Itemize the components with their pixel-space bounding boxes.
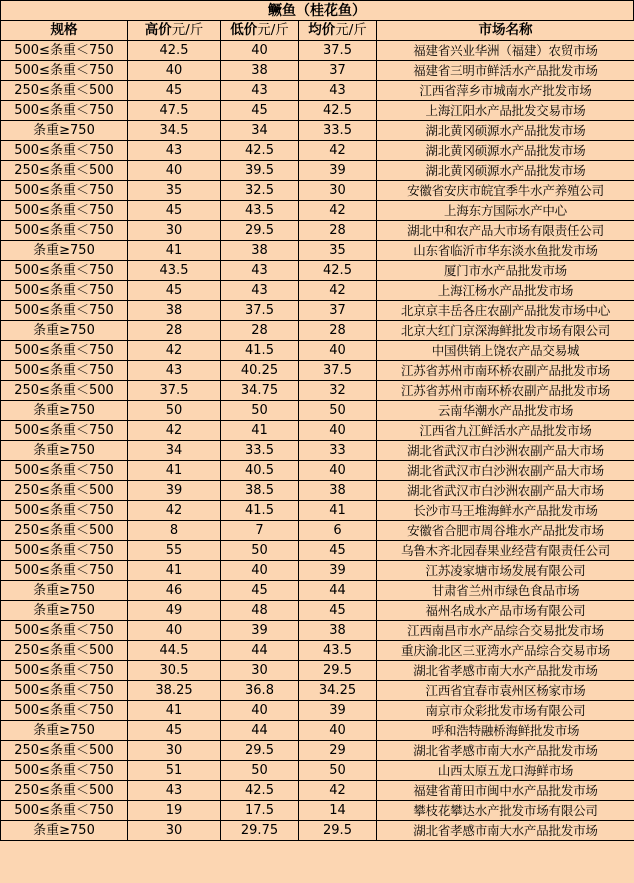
cell-market-name: 江西南昌市水产品综合交易批发市场 bbox=[377, 621, 634, 641]
table-row bbox=[1, 821, 634, 841]
cell-low-price: 39 bbox=[221, 621, 299, 641]
cell-market-name: 南京市众彩批发市场有限公司 bbox=[377, 701, 634, 721]
cell-market-name: 福建省莆田市闽中水产品批发市场 bbox=[377, 781, 634, 801]
table-title: 鳜鱼（桂花鱼） bbox=[0, 0, 634, 20]
cell-high-price: 30 bbox=[128, 821, 221, 841]
cell-spec: 500≤条重＜750 bbox=[1, 461, 128, 481]
cell-market-name: 湖北省武汉市白沙洲农副产品大市场 bbox=[377, 441, 634, 461]
cell-low-price: 29.75 bbox=[221, 821, 299, 841]
table-row bbox=[1, 101, 634, 121]
cell-low-price: 45 bbox=[221, 581, 299, 601]
cell-spec: 条重≥750 bbox=[1, 601, 128, 621]
cell-spec: 250≤条重＜500 bbox=[1, 81, 128, 101]
cell-low-price: 40 bbox=[221, 701, 299, 721]
table-row bbox=[1, 61, 634, 81]
cell-high-price: 42 bbox=[128, 421, 221, 441]
cell-low-price: 41.5 bbox=[221, 341, 299, 361]
table-row bbox=[1, 521, 634, 541]
header-high-unit: 元/斤 bbox=[171, 22, 204, 38]
cell-spec: 500≤条重＜750 bbox=[1, 801, 128, 821]
cell-spec: 条重≥750 bbox=[1, 821, 128, 841]
cell-low-price: 48 bbox=[221, 601, 299, 621]
cell-avg-price: 39 bbox=[299, 161, 377, 181]
cell-avg-price: 42 bbox=[299, 201, 377, 221]
header-avg-label: 均价 bbox=[308, 22, 336, 38]
table-row bbox=[1, 241, 634, 261]
cell-low-price: 37.5 bbox=[221, 301, 299, 321]
header-row bbox=[1, 21, 634, 41]
cell-high-price: 45 bbox=[128, 281, 221, 301]
cell-market-name: 上海江阳水产品批发交易市场 bbox=[377, 101, 634, 121]
cell-avg-price: 50 bbox=[299, 401, 377, 421]
cell-market-name: 攀枝花攀达水产批发市场有限公司 bbox=[377, 801, 634, 821]
cell-avg-price: 35 bbox=[299, 241, 377, 261]
cell-high-price: 40 bbox=[128, 161, 221, 181]
cell-low-price: 50 bbox=[221, 541, 299, 561]
cell-spec: 条重≥750 bbox=[1, 581, 128, 601]
table-row bbox=[1, 501, 634, 521]
cell-avg-price: 43.5 bbox=[299, 641, 377, 661]
cell-avg-price: 29 bbox=[299, 741, 377, 761]
cell-high-price: 8 bbox=[128, 521, 221, 541]
table-row bbox=[1, 341, 634, 361]
table-row bbox=[1, 701, 634, 721]
cell-high-price: 42 bbox=[128, 341, 221, 361]
cell-low-price: 33.5 bbox=[221, 441, 299, 461]
cell-market-name: 江西省九江鲜活水产品批发市场 bbox=[377, 421, 634, 441]
cell-avg-price: 37 bbox=[299, 301, 377, 321]
cell-low-price: 43 bbox=[221, 281, 299, 301]
cell-spec: 500≤条重＜750 bbox=[1, 421, 128, 441]
cell-market-name: 湖北黄冈硕源水产品批发市场 bbox=[377, 141, 634, 161]
table-row bbox=[1, 481, 634, 501]
table-row bbox=[1, 461, 634, 481]
cell-spec: 500≤条重＜750 bbox=[1, 221, 128, 241]
table-row bbox=[1, 381, 634, 401]
cell-spec: 250≤条重＜500 bbox=[1, 741, 128, 761]
cell-market-name: 江苏省苏州市南环桥农副产品批发市场 bbox=[377, 361, 634, 381]
cell-spec: 500≤条重＜750 bbox=[1, 301, 128, 321]
cell-low-price: 40.25 bbox=[221, 361, 299, 381]
cell-avg-price: 40 bbox=[299, 461, 377, 481]
header-low-unit: 元/斤 bbox=[257, 22, 289, 38]
cell-low-price: 38 bbox=[221, 61, 299, 81]
table-row bbox=[1, 581, 634, 601]
cell-low-price: 30 bbox=[221, 661, 299, 681]
cell-avg-price: 42 bbox=[299, 781, 377, 801]
table-row bbox=[1, 201, 634, 221]
cell-low-price: 36.8 bbox=[221, 681, 299, 701]
cell-low-price: 44 bbox=[221, 721, 299, 741]
cell-high-price: 47.5 bbox=[128, 101, 221, 121]
cell-market-name: 安徽省合肥市周谷堆水产品批发市场 bbox=[377, 521, 634, 541]
cell-avg-price: 37.5 bbox=[299, 41, 377, 61]
cell-spec: 500≤条重＜750 bbox=[1, 201, 128, 221]
cell-low-price: 41 bbox=[221, 421, 299, 441]
cell-high-price: 51 bbox=[128, 761, 221, 781]
header-low-label: 低价 bbox=[230, 22, 258, 38]
cell-high-price: 30 bbox=[128, 221, 221, 241]
cell-low-price: 7 bbox=[221, 521, 299, 541]
cell-market-name: 福州名成水产品市场有限公司 bbox=[377, 601, 634, 621]
cell-market-name: 甘肃省兰州市绿色食品市场 bbox=[377, 581, 634, 601]
table-row bbox=[1, 321, 634, 341]
cell-spec: 500≤条重＜750 bbox=[1, 561, 128, 581]
cell-high-price: 43 bbox=[128, 781, 221, 801]
cell-low-price: 38.5 bbox=[221, 481, 299, 501]
table-row bbox=[1, 361, 634, 381]
cell-market-name: 福建省三明市鲜活水产品批发市场 bbox=[377, 61, 634, 81]
cell-low-price: 43 bbox=[221, 81, 299, 101]
cell-high-price: 41 bbox=[128, 241, 221, 261]
table-row bbox=[1, 621, 634, 641]
cell-avg-price: 33.5 bbox=[299, 121, 377, 141]
cell-high-price: 49 bbox=[128, 601, 221, 621]
cell-low-price: 41.5 bbox=[221, 501, 299, 521]
table-row bbox=[1, 81, 634, 101]
cell-spec: 条重≥750 bbox=[1, 401, 128, 421]
table-row bbox=[1, 401, 634, 421]
cell-avg-price: 32 bbox=[299, 381, 377, 401]
cell-avg-price: 28 bbox=[299, 321, 377, 341]
cell-avg-price: 44 bbox=[299, 581, 377, 601]
cell-spec: 500≤条重＜750 bbox=[1, 541, 128, 561]
cell-high-price: 42 bbox=[128, 501, 221, 521]
cell-high-price: 41 bbox=[128, 701, 221, 721]
header-spec: 规格 bbox=[1, 21, 128, 41]
cell-market-name: 呼和浩特融桥海鲜批发市场 bbox=[377, 721, 634, 741]
cell-market-name: 乌鲁木齐北园春果业经营有限责任公司 bbox=[377, 541, 634, 561]
cell-high-price: 42.5 bbox=[128, 41, 221, 61]
header-high bbox=[128, 21, 221, 41]
cell-spec: 条重≥750 bbox=[1, 441, 128, 461]
cell-high-price: 19 bbox=[128, 801, 221, 821]
table-row bbox=[1, 261, 634, 281]
cell-market-name: 中国供销上饶农产品交易城 bbox=[377, 341, 634, 361]
cell-low-price: 42.5 bbox=[221, 781, 299, 801]
cell-spec: 500≤条重＜750 bbox=[1, 761, 128, 781]
cell-high-price: 43.5 bbox=[128, 261, 221, 281]
cell-high-price: 28 bbox=[128, 321, 221, 341]
cell-high-price: 45 bbox=[128, 721, 221, 741]
cell-market-name: 北京京丰岳各庄农副产品批发市场中心 bbox=[377, 301, 634, 321]
cell-avg-price: 40 bbox=[299, 421, 377, 441]
cell-low-price: 50 bbox=[221, 761, 299, 781]
cell-high-price: 41 bbox=[128, 561, 221, 581]
cell-avg-price: 33 bbox=[299, 441, 377, 461]
header-market: 市场名称 bbox=[377, 21, 634, 41]
cell-high-price: 38 bbox=[128, 301, 221, 321]
cell-market-name: 湖北省孝感市南大水产品批发市场 bbox=[377, 661, 634, 681]
cell-market-name: 湖北省孝感市南大水产品批发市场 bbox=[377, 741, 634, 761]
cell-avg-price: 38 bbox=[299, 621, 377, 641]
table-row bbox=[1, 561, 634, 581]
cell-market-name: 厦门市水产品批发市场 bbox=[377, 261, 634, 281]
table-row bbox=[1, 801, 634, 821]
table-row bbox=[1, 181, 634, 201]
cell-low-price: 38 bbox=[221, 241, 299, 261]
cell-spec: 500≤条重＜750 bbox=[1, 141, 128, 161]
cell-avg-price: 40 bbox=[299, 721, 377, 741]
cell-spec: 250≤条重＜500 bbox=[1, 521, 128, 541]
cell-avg-price: 42 bbox=[299, 141, 377, 161]
table-row bbox=[1, 681, 634, 701]
cell-high-price: 40 bbox=[128, 621, 221, 641]
cell-spec: 500≤条重＜750 bbox=[1, 501, 128, 521]
cell-avg-price: 43 bbox=[299, 81, 377, 101]
cell-high-price: 30.5 bbox=[128, 661, 221, 681]
cell-low-price: 29.5 bbox=[221, 221, 299, 241]
cell-market-name: 北京大红门京深海鲜批发市场有限公司 bbox=[377, 321, 634, 341]
cell-market-name: 安徽省安庆市皖宜季牛水产养殖公司 bbox=[377, 181, 634, 201]
cell-avg-price: 42 bbox=[299, 281, 377, 301]
cell-avg-price: 37 bbox=[299, 61, 377, 81]
cell-spec: 500≤条重＜750 bbox=[1, 701, 128, 721]
cell-spec: 条重≥750 bbox=[1, 321, 128, 341]
cell-low-price: 28 bbox=[221, 321, 299, 341]
cell-spec: 500≤条重＜750 bbox=[1, 261, 128, 281]
cell-market-name: 上海东方国际水产中心 bbox=[377, 201, 634, 221]
table-row bbox=[1, 141, 634, 161]
cell-market-name: 山西太原五龙口海鲜市场 bbox=[377, 761, 634, 781]
table-row bbox=[1, 221, 634, 241]
table-row bbox=[1, 761, 634, 781]
header-high-label: 高价 bbox=[144, 22, 172, 38]
cell-avg-price: 39 bbox=[299, 561, 377, 581]
cell-market-name: 江西省萍乡市城南水产批发市场 bbox=[377, 81, 634, 101]
cell-spec: 500≤条重＜750 bbox=[1, 61, 128, 81]
cell-avg-price: 42.5 bbox=[299, 101, 377, 121]
cell-market-name: 云南华潮水产品批发市场 bbox=[377, 401, 634, 421]
cell-avg-price: 45 bbox=[299, 601, 377, 621]
cell-market-name: 长沙市马王堆海鲜水产品批发市场 bbox=[377, 501, 634, 521]
cell-low-price: 43.5 bbox=[221, 201, 299, 221]
cell-avg-price: 14 bbox=[299, 801, 377, 821]
cell-high-price: 46 bbox=[128, 581, 221, 601]
cell-high-price: 44.5 bbox=[128, 641, 221, 661]
cell-low-price: 17.5 bbox=[221, 801, 299, 821]
cell-high-price: 45 bbox=[128, 81, 221, 101]
cell-spec: 条重≥750 bbox=[1, 721, 128, 741]
cell-avg-price: 28 bbox=[299, 221, 377, 241]
cell-market-name: 湖北中和农产品大市场有限责任公司 bbox=[377, 221, 634, 241]
cell-market-name: 湖北黄冈硕源水产品批发市场 bbox=[377, 161, 634, 181]
cell-market-name: 湖北省武汉市白沙洲农副产品大市场 bbox=[377, 481, 634, 501]
cell-spec: 250≤条重＜500 bbox=[1, 481, 128, 501]
cell-low-price: 39.5 bbox=[221, 161, 299, 181]
cell-spec: 500≤条重＜750 bbox=[1, 101, 128, 121]
cell-avg-price: 40 bbox=[299, 341, 377, 361]
cell-market-name: 湖北黄冈硕源水产品批发市场 bbox=[377, 121, 634, 141]
cell-market-name: 湖北省孝感市南大水产品批发市场 bbox=[377, 821, 634, 841]
cell-high-price: 39 bbox=[128, 481, 221, 501]
cell-spec: 500≤条重＜750 bbox=[1, 41, 128, 61]
cell-spec: 500≤条重＜750 bbox=[1, 661, 128, 681]
cell-spec: 250≤条重＜500 bbox=[1, 381, 128, 401]
table-row bbox=[1, 781, 634, 801]
cell-avg-price: 29.5 bbox=[299, 821, 377, 841]
table-row bbox=[1, 741, 634, 761]
cell-spec: 500≤条重＜750 bbox=[1, 621, 128, 641]
table-row bbox=[1, 161, 634, 181]
table-row bbox=[1, 421, 634, 441]
cell-market-name: 重庆渝北区三亚湾水产品综合交易市场 bbox=[377, 641, 634, 661]
cell-avg-price: 34.25 bbox=[299, 681, 377, 701]
cell-market-name: 福建省兴业华洲（福建）农贸市场 bbox=[377, 41, 634, 61]
cell-low-price: 34 bbox=[221, 121, 299, 141]
cell-spec: 条重≥750 bbox=[1, 121, 128, 141]
cell-spec: 250≤条重＜500 bbox=[1, 781, 128, 801]
cell-high-price: 37.5 bbox=[128, 381, 221, 401]
cell-low-price: 29.5 bbox=[221, 741, 299, 761]
cell-spec: 250≤条重＜500 bbox=[1, 641, 128, 661]
table-row bbox=[1, 301, 634, 321]
cell-low-price: 44 bbox=[221, 641, 299, 661]
table-row bbox=[1, 721, 634, 741]
cell-spec: 500≤条重＜750 bbox=[1, 281, 128, 301]
cell-low-price: 45 bbox=[221, 101, 299, 121]
cell-low-price: 40 bbox=[221, 561, 299, 581]
table-row bbox=[1, 661, 634, 681]
cell-avg-price: 29.5 bbox=[299, 661, 377, 681]
header-low bbox=[221, 21, 299, 41]
cell-high-price: 34.5 bbox=[128, 121, 221, 141]
price-table bbox=[0, 20, 634, 841]
cell-avg-price: 30 bbox=[299, 181, 377, 201]
cell-low-price: 32.5 bbox=[221, 181, 299, 201]
table-row bbox=[1, 441, 634, 461]
cell-avg-price: 37.5 bbox=[299, 361, 377, 381]
cell-low-price: 42.5 bbox=[221, 141, 299, 161]
cell-high-price: 43 bbox=[128, 361, 221, 381]
cell-market-name: 江苏凌家塘市场发展有限公司 bbox=[377, 561, 634, 581]
cell-low-price: 43 bbox=[221, 261, 299, 281]
cell-avg-price: 41 bbox=[299, 501, 377, 521]
cell-spec: 500≤条重＜750 bbox=[1, 361, 128, 381]
cell-market-name: 江苏省苏州市南环桥农副产品批发市场 bbox=[377, 381, 634, 401]
cell-high-price: 50 bbox=[128, 401, 221, 421]
cell-spec: 条重≥750 bbox=[1, 241, 128, 261]
table-row bbox=[1, 121, 634, 141]
table-body bbox=[1, 41, 634, 841]
cell-high-price: 43 bbox=[128, 141, 221, 161]
header-avg-unit: 元/斤 bbox=[335, 22, 367, 38]
cell-avg-price: 50 bbox=[299, 761, 377, 781]
cell-avg-price: 42.5 bbox=[299, 261, 377, 281]
table-row bbox=[1, 281, 634, 301]
cell-avg-price: 39 bbox=[299, 701, 377, 721]
cell-low-price: 50 bbox=[221, 401, 299, 421]
cell-avg-price: 38 bbox=[299, 481, 377, 501]
cell-low-price: 34.75 bbox=[221, 381, 299, 401]
cell-avg-price: 6 bbox=[299, 521, 377, 541]
cell-high-price: 40 bbox=[128, 61, 221, 81]
cell-high-price: 30 bbox=[128, 741, 221, 761]
table-row bbox=[1, 41, 634, 61]
cell-high-price: 34 bbox=[128, 441, 221, 461]
cell-high-price: 35 bbox=[128, 181, 221, 201]
cell-high-price: 38.25 bbox=[128, 681, 221, 701]
table-row bbox=[1, 541, 634, 561]
cell-market-name: 上海江杨水产品批发市场 bbox=[377, 281, 634, 301]
cell-spec: 500≤条重＜750 bbox=[1, 181, 128, 201]
cell-high-price: 45 bbox=[128, 201, 221, 221]
cell-low-price: 40.5 bbox=[221, 461, 299, 481]
cell-market-name: 山东省临沂市华东淡水鱼批发市场 bbox=[377, 241, 634, 261]
cell-low-price: 40 bbox=[221, 41, 299, 61]
table-row bbox=[1, 601, 634, 621]
cell-avg-price: 45 bbox=[299, 541, 377, 561]
cell-spec: 500≤条重＜750 bbox=[1, 681, 128, 701]
cell-high-price: 55 bbox=[128, 541, 221, 561]
cell-high-price: 41 bbox=[128, 461, 221, 481]
table-row bbox=[1, 641, 634, 661]
cell-market-name: 江西省宜春市袁州区杨家市场 bbox=[377, 681, 634, 701]
header-avg bbox=[299, 21, 377, 41]
cell-spec: 500≤条重＜750 bbox=[1, 341, 128, 361]
cell-market-name: 湖北省武汉市白沙洲农副产品大市场 bbox=[377, 461, 634, 481]
cell-spec: 250≤条重＜500 bbox=[1, 161, 128, 181]
